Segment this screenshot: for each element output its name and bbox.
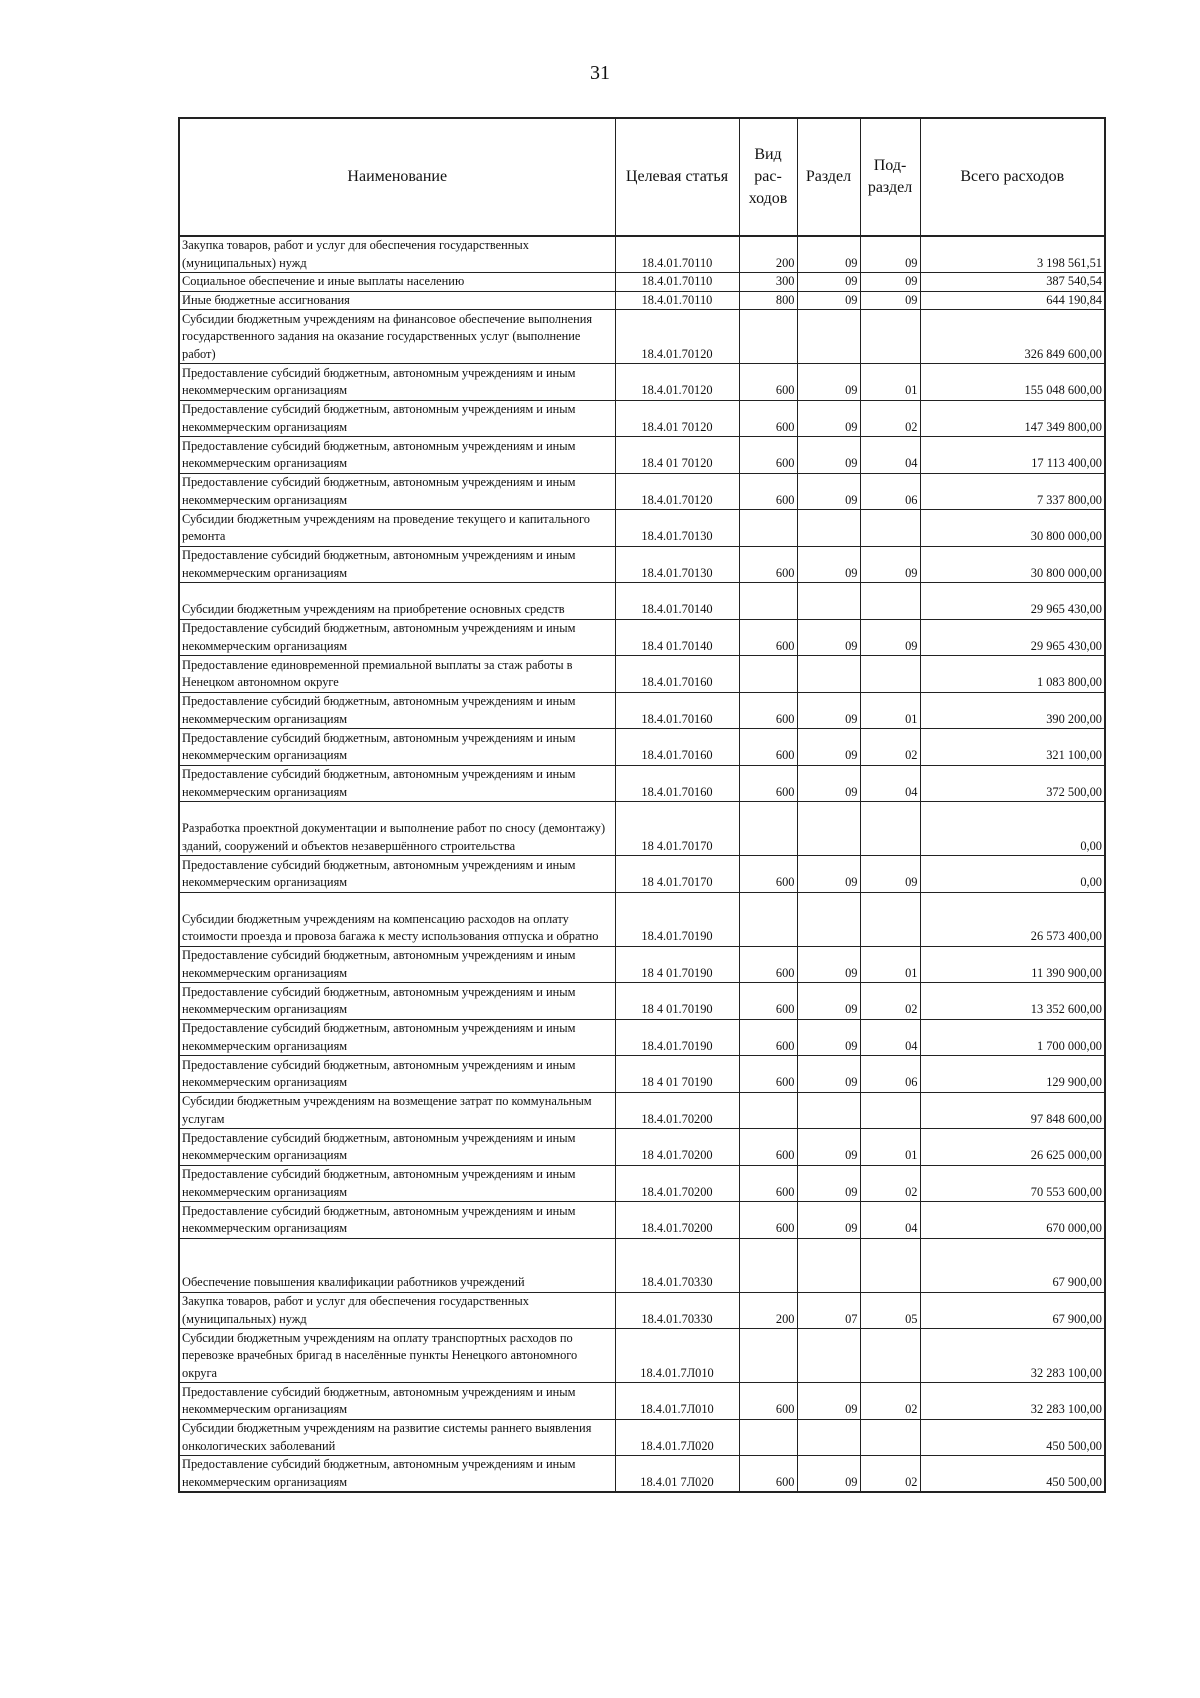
cell-type (739, 310, 797, 364)
cell-name: Субсидии бюджетным учреждениям на финансовое обеспечение выполнения государственного задания на оказание государственных услуг (выполнение работ) (179, 310, 615, 364)
cell-type: 600 (739, 1456, 797, 1493)
cell-target: 18.4.01.70110 (615, 291, 739, 310)
cell-name: Субсидии бюджетным учреждениям на проведение текущего и капитального ремонта (179, 510, 615, 547)
cell-total: 67 900,00 (920, 1292, 1105, 1329)
cell-name: Разработка проектной документации и выполнение работ по сносу (демонтажу) зданий, сооружений и объектов незавершённого строительства (179, 802, 615, 856)
cell-target: 18.4 01 70120 (615, 437, 739, 474)
cell-name: Предоставление субсидий бюджетным, автономным учреждениям и иным некоммерческим организациям (179, 692, 615, 729)
cell-name: Предоставление субсидий бюджетным, автономным учреждениям и иным некоммерческим организациям (179, 1165, 615, 1202)
cell-target: 18 4 01.70190 (615, 946, 739, 983)
table-row (179, 892, 1105, 946)
table-row (179, 273, 1105, 292)
cell-type (739, 510, 797, 547)
cell-section: 09 (797, 236, 860, 273)
cell-total: 29 965 430,00 (920, 583, 1105, 620)
cell-total: 129 900,00 (920, 1056, 1105, 1093)
cell-total: 670 000,00 (920, 1202, 1105, 1239)
cell-type: 600 (739, 1383, 797, 1420)
cell-target: 18.4.01.70330 (615, 1238, 739, 1292)
cell-target: 18.4.01.70200 (615, 1092, 739, 1129)
cell-subsection: 01 (860, 946, 920, 983)
table-row (179, 310, 1105, 364)
cell-type: 600 (739, 437, 797, 474)
cell-target: 18.4.01.70110 (615, 236, 739, 273)
cell-total: 155 048 600,00 (920, 364, 1105, 401)
cell-type: 600 (739, 946, 797, 983)
cell-name: Предоставление субсидий бюджетным, автономным учреждениям и иным некоммерческим организациям (179, 400, 615, 437)
cell-section: 09 (797, 983, 860, 1020)
cell-section (797, 892, 860, 946)
cell-section: 09 (797, 1129, 860, 1166)
table-row (179, 802, 1105, 856)
table-header-row (179, 118, 1105, 236)
cell-target: 18.4.01.70130 (615, 546, 739, 583)
cell-name: Предоставление субсидий бюджетным, автономным учреждениям и иным некоммерческим организациям (179, 546, 615, 583)
header-subsection: Под- раздел (860, 118, 920, 236)
cell-total: 3 198 561,51 (920, 236, 1105, 273)
cell-target: 18.4.01.70200 (615, 1165, 739, 1202)
cell-name: Обеспечение повышения квалификации работников учреждений (179, 1238, 615, 1292)
cell-section (797, 1092, 860, 1129)
table-row (179, 1419, 1105, 1456)
cell-name: Субсидии бюджетным учреждениям на компенсацию расходов на оплату стоимости проезда и провоза багажа к месту использования отпуска и обратно (179, 892, 615, 946)
cell-type (739, 656, 797, 693)
cell-type: 600 (739, 1202, 797, 1239)
page-number: 31 (590, 62, 610, 84)
cell-section (797, 1329, 860, 1383)
cell-subsection: 01 (860, 692, 920, 729)
cell-total: 372 500,00 (920, 765, 1105, 802)
cell-subsection: 04 (860, 1019, 920, 1056)
cell-target: 18 4 01.70190 (615, 983, 739, 1020)
cell-subsection: 02 (860, 729, 920, 766)
cell-subsection: 09 (860, 619, 920, 656)
table-row (179, 510, 1105, 547)
cell-subsection: 01 (860, 364, 920, 401)
cell-target: 18.4.01.7Л010 (615, 1329, 739, 1383)
cell-section: 09 (797, 856, 860, 893)
table-row (179, 619, 1105, 656)
cell-name: Предоставление субсидий бюджетным, автономным учреждениям и иным некоммерческим организациям (179, 983, 615, 1020)
cell-name: Предоставление субсидий бюджетным, автономным учреждениям и иным некоммерческим организациям (179, 946, 615, 983)
cell-section: 09 (797, 619, 860, 656)
cell-type: 200 (739, 236, 797, 273)
cell-section: 09 (797, 473, 860, 510)
cell-name: Предоставление субсидий бюджетным, автономным учреждениям и иным некоммерческим организациям (179, 1056, 615, 1093)
cell-type (739, 1238, 797, 1292)
table-row (179, 1092, 1105, 1129)
cell-section: 09 (797, 364, 860, 401)
table-row (179, 765, 1105, 802)
cell-subsection: 06 (860, 473, 920, 510)
cell-name: Предоставление субсидий бюджетным, автономным учреждениям и иным некоммерческим организациям (179, 856, 615, 893)
cell-type: 600 (739, 729, 797, 766)
cell-section: 09 (797, 729, 860, 766)
cell-type: 600 (739, 1019, 797, 1056)
table-row (179, 1165, 1105, 1202)
cell-section: 09 (797, 1165, 860, 1202)
cell-total: 26 573 400,00 (920, 892, 1105, 946)
cell-name: Предоставление субсидий бюджетным, автономным учреждениям и иным некоммерческим организациям (179, 1129, 615, 1166)
cell-total: 17 113 400,00 (920, 437, 1105, 474)
cell-target: 18.4.01.70160 (615, 765, 739, 802)
cell-total: 387 540,54 (920, 273, 1105, 292)
cell-total: 450 500,00 (920, 1456, 1105, 1493)
cell-subsection: 04 (860, 765, 920, 802)
table-row (179, 546, 1105, 583)
cell-total: 67 900,00 (920, 1238, 1105, 1292)
cell-name: Субсидии бюджетным учреждениям на возмещение затрат по коммунальным услугам (179, 1092, 615, 1129)
cell-target: 18.4.01.70120 (615, 310, 739, 364)
cell-name: Предоставление субсидий бюджетным, автономным учреждениям и иным некоммерческим организациям (179, 765, 615, 802)
table-row (179, 1383, 1105, 1420)
cell-section (797, 656, 860, 693)
cell-subsection: 09 (860, 236, 920, 273)
cell-name: Закупка товаров, работ и услуг для обеспечения государственных (муниципальных) нужд (179, 1292, 615, 1329)
cell-section: 09 (797, 437, 860, 474)
cell-name: Предоставление субсидий бюджетным, автономным учреждениям и иным некоммерческим организациям (179, 364, 615, 401)
cell-total: 32 283 100,00 (920, 1329, 1105, 1383)
cell-name: Закупка товаров, работ и услуг для обеспечения государственных (муниципальных) нужд (179, 236, 615, 273)
cell-subsection: 09 (860, 273, 920, 292)
cell-section: 09 (797, 1056, 860, 1093)
cell-subsection (860, 1419, 920, 1456)
header-target: Целевая статья (615, 118, 739, 236)
cell-subsection: 02 (860, 1456, 920, 1493)
cell-total: 1 700 000,00 (920, 1019, 1105, 1056)
cell-type: 600 (739, 983, 797, 1020)
cell-subsection: 02 (860, 983, 920, 1020)
cell-type (739, 1092, 797, 1129)
cell-total: 30 800 000,00 (920, 546, 1105, 583)
table-body (179, 236, 1105, 1492)
cell-section: 09 (797, 1383, 860, 1420)
cell-target: 18.4.01.70130 (615, 510, 739, 547)
cell-total: 29 965 430,00 (920, 619, 1105, 656)
cell-section: 09 (797, 692, 860, 729)
cell-total: 450 500,00 (920, 1419, 1105, 1456)
cell-target: 18 4 01 70190 (615, 1056, 739, 1093)
cell-target: 18.4.01.70200 (615, 1202, 739, 1239)
cell-section: 09 (797, 1456, 860, 1493)
cell-target: 18.4.01.7Л010 (615, 1383, 739, 1420)
header-section: Раздел (797, 118, 860, 236)
table-row (179, 1456, 1105, 1493)
table-row (179, 1238, 1105, 1292)
cell-type: 600 (739, 364, 797, 401)
cell-target: 18.4.01.7Л020 (615, 1419, 739, 1456)
cell-target: 18.4.01.70120 (615, 473, 739, 510)
cell-subsection: 09 (860, 856, 920, 893)
cell-target: 18.4.01.70140 (615, 583, 739, 620)
cell-section: 09 (797, 1019, 860, 1056)
cell-type: 600 (739, 619, 797, 656)
table-row (179, 473, 1105, 510)
cell-type: 600 (739, 473, 797, 510)
cell-subsection: 02 (860, 1383, 920, 1420)
cell-subsection: 05 (860, 1292, 920, 1329)
cell-type (739, 802, 797, 856)
cell-name: Иные бюджетные ассигнования (179, 291, 615, 310)
cell-total: 30 800 000,00 (920, 510, 1105, 547)
table-row (179, 236, 1105, 273)
cell-type: 600 (739, 400, 797, 437)
cell-subsection: 06 (860, 1056, 920, 1093)
cell-total: 32 283 100,00 (920, 1383, 1105, 1420)
cell-total: 7 337 800,00 (920, 473, 1105, 510)
cell-section (797, 310, 860, 364)
table-row (179, 856, 1105, 893)
cell-name: Предоставление субсидий бюджетным, автономным учреждениям и иным некоммерческим организациям (179, 1456, 615, 1493)
cell-name: Субсидии бюджетным учреждениям на приобретение основных средств (179, 583, 615, 620)
cell-subsection (860, 1092, 920, 1129)
cell-subsection: 01 (860, 1129, 920, 1166)
cell-target: 18.4.01 7Л020 (615, 1456, 739, 1493)
table-row (179, 1202, 1105, 1239)
cell-subsection: 09 (860, 546, 920, 583)
cell-type: 200 (739, 1292, 797, 1329)
cell-type: 600 (739, 765, 797, 802)
cell-section: 09 (797, 400, 860, 437)
cell-type: 600 (739, 692, 797, 729)
cell-subsection: 04 (860, 1202, 920, 1239)
table-row (179, 656, 1105, 693)
table-row (179, 437, 1105, 474)
cell-target: 18.4.01.70160 (615, 692, 739, 729)
cell-type (739, 1419, 797, 1456)
cell-subsection: 09 (860, 291, 920, 310)
cell-subsection: 02 (860, 400, 920, 437)
cell-target: 18.4 01.70140 (615, 619, 739, 656)
cell-name: Предоставление субсидий бюджетным, автономным учреждениям и иным некоммерческим организациям (179, 1202, 615, 1239)
table-row (179, 583, 1105, 620)
cell-target: 18.4.01.70120 (615, 364, 739, 401)
table-row (179, 692, 1105, 729)
cell-type (739, 892, 797, 946)
cell-target: 18.4.01.70330 (615, 1292, 739, 1329)
cell-subsection (860, 1238, 920, 1292)
header-name: Наименование (179, 118, 615, 236)
cell-type: 600 (739, 1129, 797, 1166)
cell-section: 09 (797, 765, 860, 802)
cell-name: Предоставление субсидий бюджетным, автономным учреждениям и иным некоммерческим организациям (179, 1383, 615, 1420)
cell-total: 70 553 600,00 (920, 1165, 1105, 1202)
cell-name: Социальное обеспечение и иные выплаты населению (179, 273, 615, 292)
cell-type: 600 (739, 1056, 797, 1093)
cell-section (797, 510, 860, 547)
cell-section (797, 1419, 860, 1456)
table-row (179, 1056, 1105, 1093)
cell-target: 18.4.01.70190 (615, 892, 739, 946)
cell-name: Субсидии бюджетным учреждениям на оплату транспортных расходов по перевозке врачебных бригад в населённые пункты Ненецкого автономного округа (179, 1329, 615, 1383)
table-row (179, 729, 1105, 766)
budget-table (178, 117, 1106, 1493)
cell-total: 321 100,00 (920, 729, 1105, 766)
cell-section (797, 802, 860, 856)
table-row (179, 1129, 1105, 1166)
cell-type: 800 (739, 291, 797, 310)
table-row (179, 1292, 1105, 1329)
cell-target: 18 4.01.70200 (615, 1129, 739, 1166)
cell-type: 300 (739, 273, 797, 292)
table-row (179, 983, 1105, 1020)
cell-subsection: 02 (860, 1165, 920, 1202)
cell-name: Предоставление субсидий бюджетным, автономным учреждениям и иным некоммерческим организациям (179, 473, 615, 510)
cell-type (739, 1329, 797, 1383)
cell-name: Предоставление субсидий бюджетным, автономным учреждениям и иным некоммерческим организациям (179, 729, 615, 766)
table-row (179, 291, 1105, 310)
cell-subsection (860, 310, 920, 364)
cell-section: 09 (797, 1202, 860, 1239)
cell-target: 18.4.01.70190 (615, 1019, 739, 1056)
cell-section: 09 (797, 946, 860, 983)
cell-subsection (860, 583, 920, 620)
cell-subsection (860, 510, 920, 547)
cell-total: 13 352 600,00 (920, 983, 1105, 1020)
table-row (179, 1329, 1105, 1383)
cell-section: 09 (797, 273, 860, 292)
cell-subsection (860, 892, 920, 946)
cell-total: 644 190,84 (920, 291, 1105, 310)
cell-total: 97 848 600,00 (920, 1092, 1105, 1129)
cell-total: 11 390 900,00 (920, 946, 1105, 983)
cell-subsection (860, 802, 920, 856)
cell-target: 18.4.01.70110 (615, 273, 739, 292)
cell-section: 09 (797, 546, 860, 583)
cell-section (797, 1238, 860, 1292)
cell-total: 326 849 600,00 (920, 310, 1105, 364)
cell-name: Предоставление субсидий бюджетным, автономным учреждениям и иным некоммерческим организациям (179, 437, 615, 474)
cell-total: 0,00 (920, 802, 1105, 856)
cell-total: 1 083 800,00 (920, 656, 1105, 693)
cell-type (739, 583, 797, 620)
cell-name: Предоставление субсидий бюджетным, автономным учреждениям и иным некоммерческим организациям (179, 619, 615, 656)
cell-total: 390 200,00 (920, 692, 1105, 729)
table-row (179, 946, 1105, 983)
cell-target: 18.4.01.70160 (615, 656, 739, 693)
cell-type: 600 (739, 1165, 797, 1202)
cell-section (797, 583, 860, 620)
cell-target: 18.4.01 70120 (615, 400, 739, 437)
cell-type: 600 (739, 546, 797, 583)
cell-subsection: 04 (860, 437, 920, 474)
header-total: Всего расходов (920, 118, 1105, 236)
cell-total: 0,00 (920, 856, 1105, 893)
table-row (179, 364, 1105, 401)
cell-total: 26 625 000,00 (920, 1129, 1105, 1166)
cell-type: 600 (739, 856, 797, 893)
table-row (179, 400, 1105, 437)
cell-total: 147 349 800,00 (920, 400, 1105, 437)
cell-subsection (860, 1329, 920, 1383)
cell-name: Предоставление единовременной премиальной выплаты за стаж работы в Ненецком автономном округе (179, 656, 615, 693)
cell-target: 18 4.01.70170 (615, 856, 739, 893)
cell-subsection (860, 656, 920, 693)
cell-name: Субсидии бюджетным учреждениям на развитие системы раннего выявления онкологических заболеваний (179, 1419, 615, 1456)
cell-section: 07 (797, 1292, 860, 1329)
header-type: Вид рас- ходов (739, 118, 797, 236)
cell-target: 18.4.01.70160 (615, 729, 739, 766)
table-row (179, 1019, 1105, 1056)
cell-target: 18 4.01.70170 (615, 802, 739, 856)
cell-name: Предоставление субсидий бюджетным, автономным учреждениям и иным некоммерческим организациям (179, 1019, 615, 1056)
cell-section: 09 (797, 291, 860, 310)
